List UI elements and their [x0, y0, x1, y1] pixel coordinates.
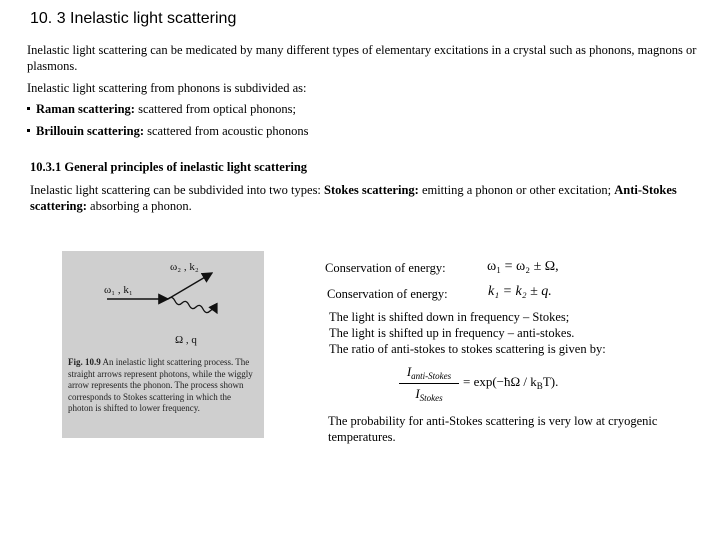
- denominator-subscript: Stokes: [419, 393, 443, 403]
- stokes-text: emitting a phonon or other excitation;: [418, 183, 612, 197]
- energy-label: Conservation of energy:: [325, 261, 446, 275]
- shift-lines: [329, 309, 659, 357]
- fraction-bar: [399, 383, 459, 384]
- caption-label: Fig. 10.9: [68, 357, 101, 367]
- anti-stokes-text: absorbing a phonon.: [86, 199, 192, 213]
- types-lead: Inelastic light scattering can be subdivided into two types:: [30, 183, 325, 197]
- figure-caption: [68, 357, 258, 415]
- bullet-dot: [27, 107, 30, 110]
- phonon-wiggly-arrow: [168, 297, 217, 313]
- shift-line: The ratio of anti-stokes to stokes scattering is given by:: [329, 342, 606, 356]
- bullet-text: scattered from optical phonons;: [134, 102, 297, 116]
- intro-paragraph: Inelastic light scattering can be medicated by many different types of elementary excitations in a crystal such as phonons, magnons or plasmons.: [27, 43, 697, 73]
- momentum-label: Conservation of energy:: [327, 287, 448, 301]
- bullet-term: Brillouin scattering:: [36, 124, 144, 138]
- bullet-term: Raman scattering:: [36, 102, 135, 116]
- bullet-raman: [25, 102, 296, 117]
- shift-line: The light is shifted down in frequency – Stokes;: [329, 310, 570, 324]
- ratio-formula: [399, 364, 599, 406]
- anti-stokes-term: Anti-Stokes scattering:: [30, 183, 677, 213]
- types-paragraph: [30, 182, 700, 214]
- numerator-symbol: I: [406, 364, 412, 379]
- ratio-rhs: [463, 374, 558, 391]
- rhs-subscript: B: [536, 381, 543, 391]
- label-incoming: ω₁ , k₁: [104, 284, 133, 296]
- bullet-brillouin: [25, 124, 309, 139]
- ratio-denominator: [399, 386, 459, 403]
- rhs-end: T).: [542, 374, 559, 389]
- outgoing-photon-arrow: [168, 273, 212, 299]
- bullet-dot: [27, 129, 30, 132]
- subdivision-text: Inelastic light scattering from phonons is subdivided as:: [27, 81, 307, 95]
- label-outgoing: ω₂ , k₂: [170, 261, 199, 273]
- page-title: 10. 3 Inelastic light scattering: [30, 10, 237, 27]
- ratio-numerator: [399, 364, 459, 381]
- shift-line: The light is shifted up in frequency – anti-stokes.: [329, 326, 575, 340]
- section-title: 10.3.1 General principles of inelastic light scattering: [30, 160, 308, 174]
- numerator-subscript: anti-Stokes: [411, 371, 452, 381]
- probability-text: The probability for anti-Stokes scattering is very low at cryogenic temperatures.: [328, 414, 658, 444]
- energy-equation: ω₁ = ω₂ ± Ω,: [487, 259, 559, 274]
- stokes-term: Stokes scattering:: [324, 183, 419, 197]
- bullet-text: scattered from acoustic phonons: [143, 124, 309, 138]
- caption-text: An inelastic light scattering process. The straight arrows represent photons, while the wiggly arrow represents the phonon. The process shown corresponds to Stokes scattering in which the photon is shifted to lower frequency.: [68, 357, 253, 413]
- denominator-symbol: I: [415, 386, 420, 401]
- label-phonon: Ω , q: [175, 334, 197, 346]
- rhs-text: = exp(−ħΩ / k: [463, 374, 537, 389]
- momentum-equation: k₁ = k₂ ± q.: [488, 284, 552, 299]
